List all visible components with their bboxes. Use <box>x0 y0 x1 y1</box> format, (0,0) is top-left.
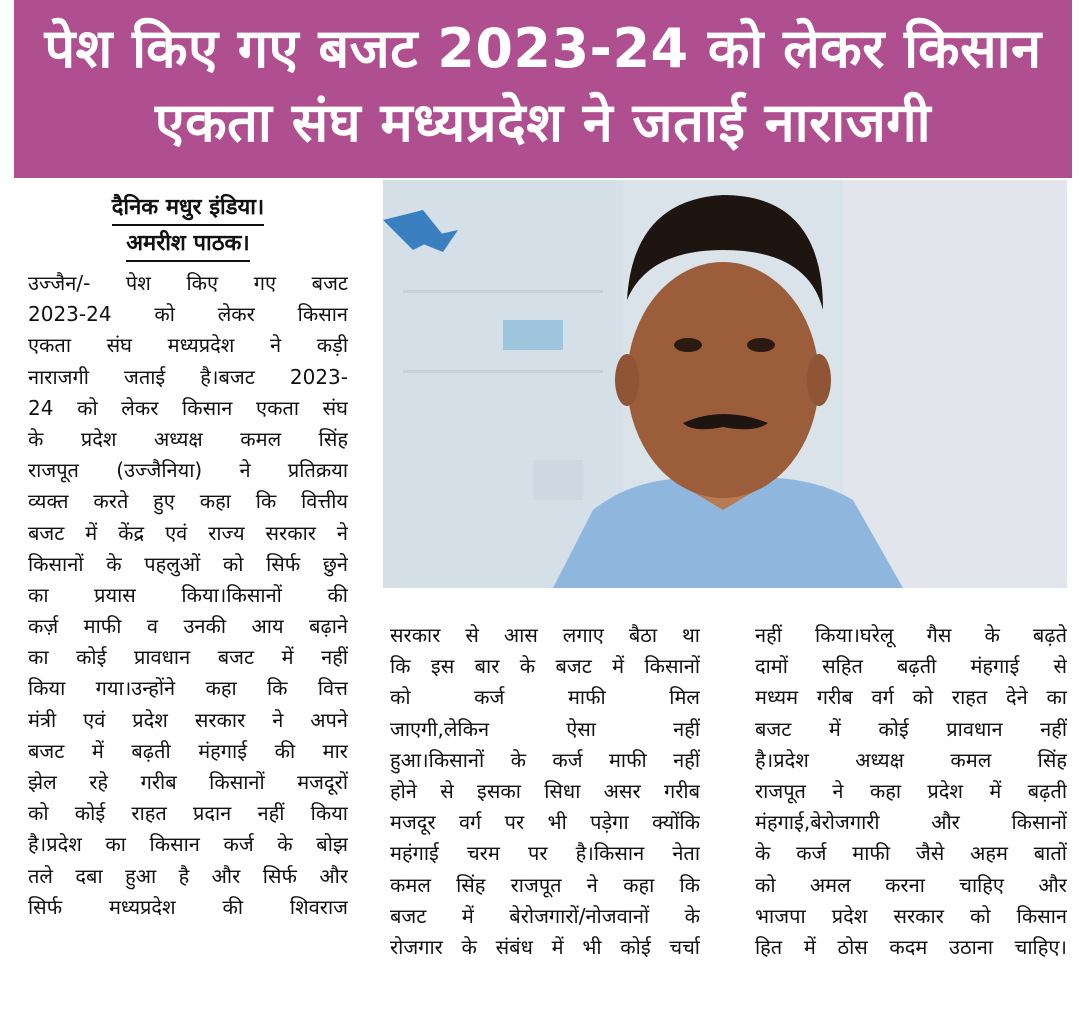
article-line: कर्ज़ माफी व उनकी आय बढ़ाने <box>28 614 348 639</box>
article-line: है।प्रदेश का किसान कर्ज के बोझ <box>28 832 348 857</box>
article-line: मंत्री एवं प्रदेश सरकार ने अपने <box>28 707 348 732</box>
article-line: व्यक्त करते हुए कहा कि वित्तीय <box>28 489 348 514</box>
article-line: किसानों के पहलुओं को सिर्फ छुने <box>28 551 348 576</box>
article-line: के प्रदेश अध्यक्ष कमल सिंह <box>28 426 348 451</box>
article-line: है।प्रदेश अध्यक्ष कमल सिंह <box>755 747 1067 772</box>
publication-name: दैनिक मधुर इंडिया। <box>112 192 265 226</box>
article-line: हित में ठोस कदम उठाना चाहिए। <box>755 934 1067 959</box>
article-line: राजपूत ने कहा प्रदेश में बढ़ती <box>755 778 1067 803</box>
article-line: सरकार से आस लगाए बैठा था <box>390 623 700 647</box>
author-name: अमरीश पाठक। <box>126 228 250 262</box>
headline-line-1: पेश किए गए बजट 2023-24 को लेकर किसान <box>44 17 1042 80</box>
article-line: नाराजगी जताई है।बजट 2023- <box>28 364 348 389</box>
article-line: दामों सहित बढ़ती मंहगाई से <box>755 654 1067 679</box>
article-line: मजदूर वर्ग पर भी पड़ेगा क्योंकि <box>390 810 700 835</box>
portrait-photo <box>383 180 1067 588</box>
article-line: बजट में बेरोजगारों/नोजवानों के <box>390 903 700 928</box>
byline <box>28 190 348 262</box>
article-line: भाजपा प्रदेश सरकार को किसान <box>755 903 1067 928</box>
article-line: राजपूत (उज्जैनिया) ने प्रतिक्रया <box>28 458 348 483</box>
portrait-image <box>383 180 1067 588</box>
article-line: का कोई प्रावधान बजट में नहीं <box>28 645 348 670</box>
article-column-1 <box>28 268 348 923</box>
article-line: बजट में बढ़ती मंहगाई की मार <box>28 738 348 763</box>
article-line: उज्जैन/- पेश किए गए बजट <box>28 271 348 295</box>
article-line: के कर्ज माफी जैसे अहम बातों <box>755 841 1067 866</box>
article-line: कि इस बार के बजट में किसानों <box>390 654 700 679</box>
article-line: का प्रयास किया।किसानों की <box>28 582 348 607</box>
article-line: को कर्ज माफी मिल <box>390 685 700 710</box>
article-line: तले दबा हुआ है और सिर्फ और <box>28 863 348 888</box>
article-line: जाएगी,लेकिन ऐसा नहीं <box>390 716 700 741</box>
article-column-3 <box>755 620 1067 963</box>
article-line: हुआ।किसानों के कर्ज माफी नहीं <box>390 747 700 772</box>
article-line: को कोई राहत प्रदान नहीं किया <box>28 801 348 826</box>
article-line: महंगाई चरम पर है।किसान नेता <box>390 841 700 866</box>
article-line: बजट में केंद्र एवं राज्य सरकार ने <box>28 520 348 545</box>
headline-banner <box>14 0 1072 178</box>
article-line: होने से इसका सिधा असर गरीब <box>390 778 700 803</box>
article-line: नहीं किया।घरेलू गैस के बढ़ते <box>755 623 1067 647</box>
article-line: मंहगाई,बेरोजगारी और किसानों <box>755 810 1067 835</box>
article-line: मध्यम गरीब वर्ग को राहत देने का <box>755 685 1067 710</box>
article-line: 2023-24 को लेकर किसान <box>28 302 348 327</box>
article-line: रोजगार के संबंध में भी कोई चर्चा <box>390 934 700 959</box>
article-line: बजट में कोई प्रावधान नहीं <box>755 716 1067 741</box>
article-line: झेल रहे गरीब किसानों मजदूरों <box>28 770 348 794</box>
article-line: किया गया।उन्होंने कहा कि वित्त <box>28 676 348 701</box>
article-line: सिर्फ मध्यप्रदेश की शिवराज <box>28 894 348 919</box>
article-line: कमल सिंह राजपूत ने कहा कि <box>390 872 700 897</box>
article-line: को अमल करना चाहिए और <box>755 872 1067 897</box>
article-line: एकता संघ मध्यप्रदेश ने कड़ी <box>28 333 348 358</box>
article-column-2 <box>390 620 700 963</box>
article-line: 24 को लेकर किसान एकता संघ <box>28 395 348 420</box>
headline-line-2: एकता संघ मध्यप्रदेश ने जताई नाराजगी <box>154 91 932 154</box>
